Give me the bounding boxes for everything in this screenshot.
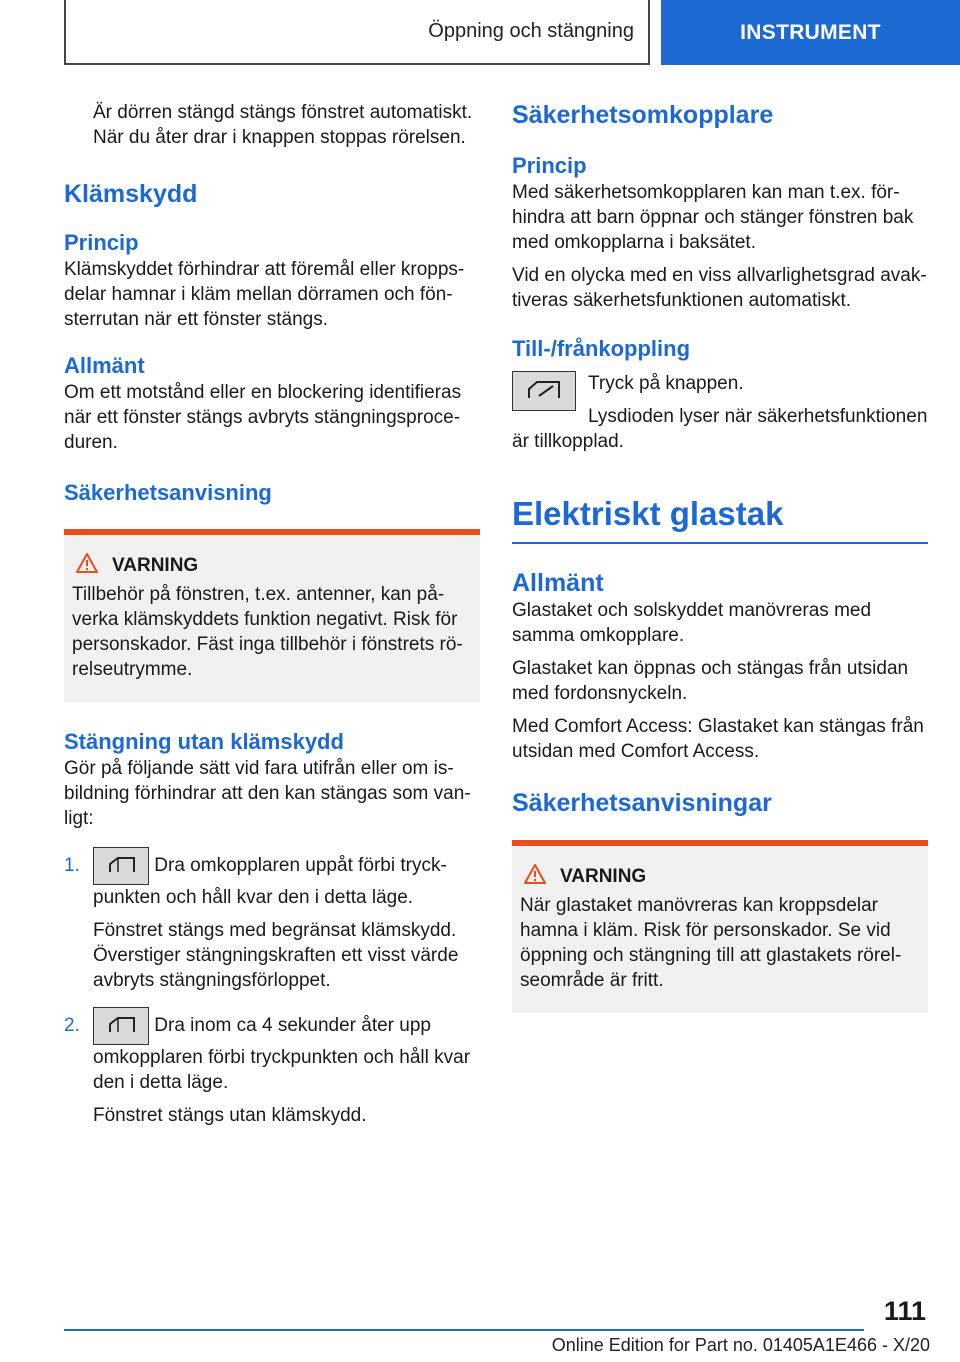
- step-text: Dra omkopplaren uppåt förbi tryckpunkten och håll kvar den i detta läge.: [93, 855, 447, 908]
- intro-block: [64, 100, 480, 150]
- heading-rule: [512, 542, 928, 544]
- paragraph-allmant-3: Med Comfort Access: Glastaket kan stängas från utsidan med Comfort Access.: [512, 716, 924, 762]
- heading-sakerhetsanvisning: Säkerhetsanvisning: [64, 480, 272, 505]
- heading-allmant: Allmänt: [512, 569, 604, 597]
- step-extra: Fönstret stängs med begränsat klämskydd. Överstiger stängningskraften ett visst värde avbryts stängningsförloppet.: [93, 920, 459, 991]
- heading-princip: Princip: [64, 230, 139, 255]
- paragraph-princip-2: Vid en olycka med en viss allvarlighetsgrad avaktiveras säkerhetsfunktionen automatiskt.: [512, 265, 927, 311]
- list-number: 2.: [64, 1015, 80, 1036]
- warning-text: När glastaket manövreras kan kroppsdelar hamna i kläm. Risk för personskador. Se vid öppning och stängning till att glastakets rörelseområde är fritt.: [520, 895, 902, 991]
- edition-note: Online Edition for Part no. 01405A1E466 - X/20: [551, 1335, 930, 1355]
- right-column: [512, 100, 928, 1013]
- chapter-tab[interactable]: [661, 0, 960, 65]
- paragraph-allmant-2: Glastaket kan öppnas och stängas från utsidan med fordonsnyckeln.: [512, 658, 909, 704]
- paragraph-princip: Klämskyddet förhindrar att föremål eller kroppsdelar hamnar i kläm mellan dörramen och fönsterrutan när ett fönster stängs.: [64, 259, 465, 330]
- footer-rule: [64, 1329, 864, 1331]
- intro-line-2: När du åter drar i knappen stoppas rörelsen.: [93, 127, 466, 148]
- safety-switch-icon: [512, 371, 576, 411]
- page-number: 111: [883, 1296, 926, 1326]
- warning-box: [512, 840, 928, 1013]
- warning-triangle-icon: [524, 864, 546, 889]
- toggle-instruction: [512, 371, 928, 454]
- heading-klamskydd: Klämskydd: [64, 180, 198, 208]
- warning-header: [72, 553, 472, 578]
- heading-sakerhetsomkopplare: Säkerhetsomkopplare: [512, 101, 774, 129]
- warning-box: [64, 529, 480, 702]
- window-switch-icon: [93, 847, 149, 885]
- heading-till-frankoppling: Till-/frånkoppling: [512, 336, 691, 361]
- chapter-tab-label: INSTRUMENT: [740, 20, 881, 44]
- heading-stangning: Stängning utan klämskydd: [64, 729, 344, 754]
- list-number: 1.: [64, 855, 80, 876]
- step-extra: Fönstret stängs utan klämskydd.: [93, 1105, 367, 1126]
- paragraph-stangning: Gör på följande sätt vid fara utifrån eller om isbildning förhindrar att den kan stängas som vanligt:: [64, 758, 471, 829]
- paragraph-till-1: Tryck på knappen.: [588, 373, 744, 394]
- window-switch-icon: [93, 1007, 149, 1045]
- heading-princip: Princip: [512, 153, 587, 178]
- warning-text: Tillbehör på fönstren, t.ex. antenner, kan påverka klämskyddets funktion negativt. Risk för personskador. Fäst inga tillbehör i fönstrets rörelseutrymme.: [72, 584, 463, 680]
- heading-elektriskt-glastak: Elektriskt glastak: [512, 495, 784, 532]
- list-item: [64, 853, 480, 993]
- intro-line-1: Är dörren stängd stängs fönstret automatiskt.: [93, 102, 473, 123]
- warning-header: [520, 864, 920, 889]
- warning-title: VARNING: [112, 554, 199, 576]
- running-header: [64, 0, 650, 65]
- heading-sakerhetsanvisningar: Säkerhetsanvisningar: [512, 789, 772, 817]
- paragraph-allmant: Om ett motstånd eller en blockering identifieras när ett fönster stängs avbryts stängningsproceduren.: [64, 382, 462, 453]
- paragraph-princip-1: Med säkerhetsomkopplaren kan man t.ex. förhindra att barn öppnar och stänger fönstren bak med omkopplarna i baksätet.: [512, 182, 914, 253]
- section-title: Öppning och stängning: [428, 20, 634, 42]
- heading-allmant: Allmänt: [64, 353, 145, 378]
- step-text: Dra inom ca 4 sekunder åter upp omkopplaren förbi tryckpunkten och håll kvar den i detta läge.: [93, 1015, 471, 1093]
- left-column: [64, 100, 480, 1128]
- paragraph-allmant-1: Glastaket och solskyddet manövreras med samma omkopplare.: [512, 600, 872, 646]
- warning-triangle-icon: [76, 553, 98, 578]
- paragraph-till-2: Lysdioden lyser när säkerhetsfunktionen är tillkopplad.: [512, 406, 928, 452]
- list-item: [64, 1013, 480, 1128]
- warning-title: VARNING: [560, 865, 647, 887]
